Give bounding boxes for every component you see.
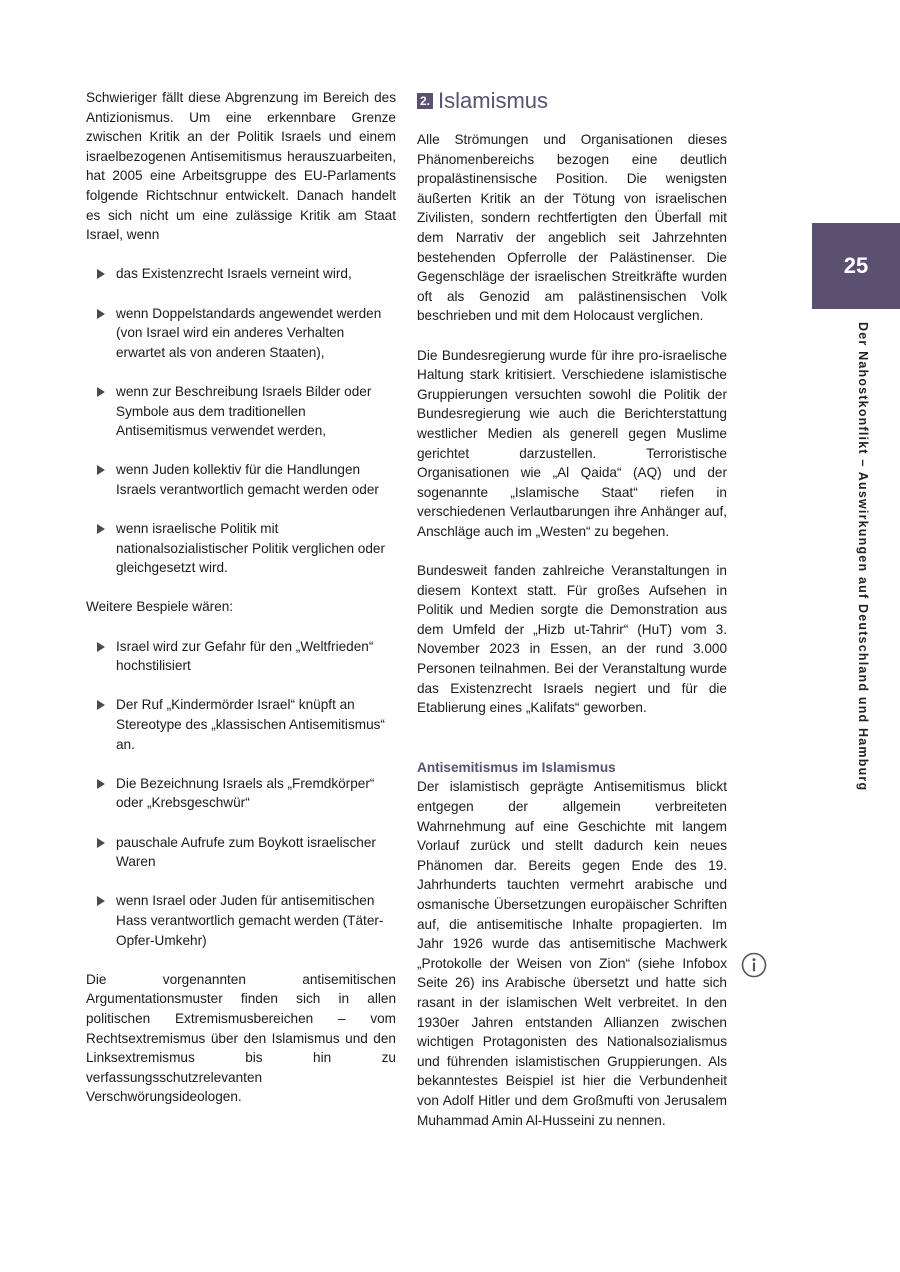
list-item: Der Ruf „Kindermörder Israel“ knüpft an Stereotype des „klassischen Antisemitismus“ an. <box>86 695 396 754</box>
right-column <box>417 88 727 1150</box>
page-number-tab <box>812 223 900 309</box>
section-heading <box>417 88 727 114</box>
triangle-bullet-icon <box>97 838 105 848</box>
triangle-bullet-icon <box>97 309 105 319</box>
closing-paragraph: Die vorgenannten antisemitischen Argumentationsmuster finden sich in allen politischen Extremismusbereichen – vom Rechtsextremismus über den Islamismus und den Linksextremismus bis hin zu verfassungsschutzrelevanten Verschwörungsideologen. <box>86 971 396 1105</box>
examples-intro: Weitere Bespiele wären: <box>86 599 234 615</box>
triangle-bullet-icon <box>97 465 105 475</box>
list-item: wenn Israel oder Juden für antisemitischen Hass verantwortlich gemacht werden (Täter-Opfer-Umkehr) <box>86 891 396 950</box>
triangle-bullet-icon <box>97 642 105 652</box>
paragraph: Der islamistisch geprägte Antisemitismus blickt entgegen der allgemein verbreiteten Wahrnehmung auf eine Geschichte mit langem Vorlauf zurück und stellt dadurch kein neues Phänomen dar. Bereits gegen Ende des 19. Jahrhunderts tauchten vermehrt arabische und osmanische Übersetzungen europäischer Schriften auf, die antisemitische Inhalte propagierten. Im Jahr 1926 wurde das antisemitische Machwerk „Protokolle der Weisen von Zion“ (siehe Infobox Seite 26) ins Arabische übersetzt und hatte sich rasant in der islamischen Welt verbreitet. In den 1930er Jahren entstanden Allianzen zwischen wichtigen Protagonisten des Nationalsozialismus und führenden islamistischen Gruppierungen. Als bekanntestes Beispiel ist hier die Verbundenheit von Adolf Hitler und dem Großmufti von Jerusalem Muhammad Amin Al-Husseini zu nennen. <box>417 779 727 1128</box>
running-title: Der Nahostkonflikt – Auswirkungen auf Deutschland und Hamburg <box>856 322 870 792</box>
examples-list <box>86 637 396 951</box>
list-item: wenn israelische Politik mit nationalsozialistischer Politik verglichen oder gleichgesetzt wird. <box>86 519 396 578</box>
criteria-list <box>86 264 396 578</box>
left-column <box>86 88 396 1126</box>
paragraph: Alle Strömungen und Organisationen dieses Phänomenbereichs bezogen eine deutlich propalästinensische Position. Die wenigsten äußerten Kritik an der Tötung von israelischen Zivilisten, sondern rechtfertigten den Überfall mit dem Narrativ der angeblich seit Jahrzehnten bestehenden Opferrolle der Palästinenser. Die Gegenschläge der israelischen Streitkräfte wurden oft als Genozid am palästinensischen Volk beschrieben und mit dem Holocaust verglichen. <box>417 132 727 324</box>
triangle-bullet-icon <box>97 269 105 279</box>
list-item: Israel wird zur Gefahr für den „Weltfrieden“ hochstilisiert <box>86 637 396 676</box>
triangle-bullet-icon <box>97 896 105 906</box>
triangle-bullet-icon <box>97 700 105 710</box>
intro-paragraph: Schwieriger fällt diese Abgrenzung im Bereich des Antizionismus. Um eine erkennbare Grenze zwischen Kritik an der Politik Israels und einem israelbezogenen Antisemitismus herauszuarbeiten, hat 2005 eine Arbeitsgruppe des EU-Parlaments folgende Richtschnur entwickelt. Danach handelt es sich nicht um eine zulässige Kritik am Staat Israel, wenn <box>86 90 396 243</box>
subheading: Antisemitismus im Islamismus <box>417 759 616 775</box>
triangle-bullet-icon <box>97 387 105 397</box>
list-item: das Existenzrecht Israels verneint wird, <box>86 264 396 284</box>
list-item: wenn Doppelstandards angewendet werden (von Israel wird ein anderes Verhalten erwartet als von anderen Staaten), <box>86 304 396 363</box>
list-item: wenn Juden kollektiv für die Handlungen Israels verantwortlich gemacht werden oder <box>86 460 396 499</box>
section-title: Islamismus <box>438 88 549 113</box>
triangle-bullet-icon <box>97 779 105 789</box>
list-item: pauschale Aufrufe zum Boykott israelischer Waren <box>86 833 396 872</box>
section-number: 2. <box>417 93 433 109</box>
list-item: wenn zur Beschreibung Israels Bilder oder Symbole aus dem traditionellen Antisemitismus verwendet werden, <box>86 382 396 441</box>
triangle-bullet-icon <box>97 524 105 534</box>
page-number: 25 <box>843 253 869 278</box>
paragraph: Die Bundesregierung wurde für ihre pro-israelische Haltung stark kritisiert. Verschiedene islamistische Gruppierungen versuchten sowohl die Politik der Bundesregierung wie auch die Berichterstattung westlicher Medien als generell gegen Muslime gerichtet darzustellen. Terroristische Organisationen wie „Al Qaida“ (AQ) und der sogenannte „Islamische Staat“ riefen in verschiedenen Verlautbarungen ihre Anhänger auf, Anschläge auch im „Westen“ zu begehen. <box>417 347 727 539</box>
list-item: Die Bezeichnung Israels als „Fremdkörper“ oder „Krebsgeschwür“ <box>86 774 396 813</box>
info-icon[interactable] <box>740 951 768 979</box>
paragraph: Bundesweit fanden zahlreiche Veranstaltungen in diesem Kontext statt. Für großes Aufsehen in Politik und Medien sorgte die Demonstration aus dem Umfeld der „Hizb ut-Tahrir“ (HuT) vom 3. November 2023 in Essen, an der rund 3.000 Personen teilnahmen. Bei der Veranstaltung wurde das Existenzrecht Israels negiert und für die Etablierung eines „Kalifats“ geworben. <box>417 563 727 716</box>
